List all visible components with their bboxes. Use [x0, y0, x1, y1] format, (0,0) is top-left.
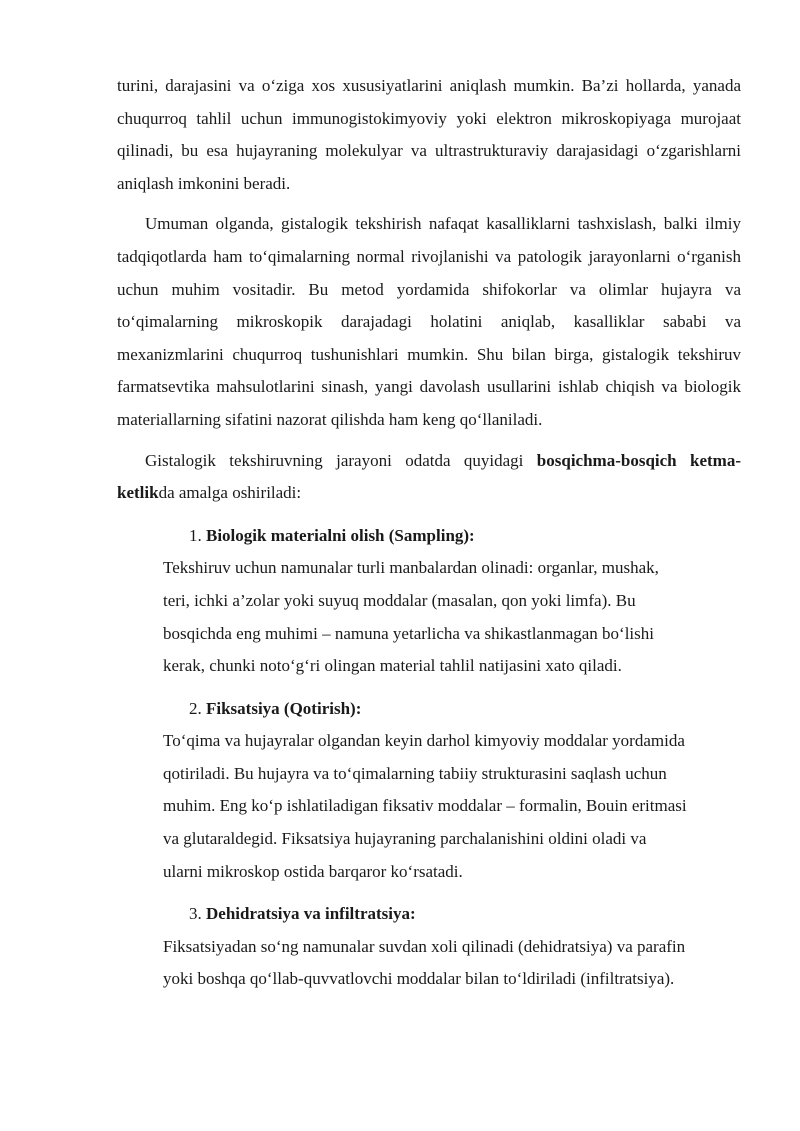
step-number: 2. — [189, 698, 202, 718]
step-line: bosqichda eng muhimi – namuna yetarlicha va shikastlanmagan bo‘lishi — [163, 623, 654, 643]
paragraph-summary: Umuman olganda, gistalogik tekshirish nafaqat kasalliklarni tashxislash, balki ilmiy tadqiqotlarda ham to‘qimalarning normal rivojlanishi va patologik jarayonlarni o‘rganish uchun muhim vositadir. Bu metod yordamida shifokorlar va olimlar hujayra va to‘qimalarning mikroskopik darajadagi holatini aniqlab, kasalliklar sababi va mexanizmlarini chuqurroq tushunishlari mumkin. Shu bilan birga, gistalogik tekshiruv farmatsevtika mahsulotlarini sinash, yangi davolash usullarini ishlab chiqish va biologik materiallarning sifatini nazorat qilishda ham keng qo‘llaniladi. — [117, 214, 741, 429]
step-title: Fiksatsiya (Qotirish): — [206, 698, 362, 718]
intro-bold-phrase: bosqichma-bosqich ketma-ketlik — [117, 450, 741, 503]
step-number: 1. — [189, 525, 202, 545]
step-body — [163, 725, 741, 888]
paragraph-process-intro — [117, 445, 741, 510]
step-title: Biologik materialni olish (Sampling): — [206, 525, 475, 545]
step-heading — [117, 898, 741, 931]
step-3 — [117, 898, 741, 996]
step-body — [163, 552, 741, 682]
step-line: teri, ichki a’zolar yoki suyuq moddalar (masalan, qon yoki limfa). Bu — [163, 590, 636, 610]
document-page — [117, 70, 741, 996]
step-title: Dehidratsiya va infiltratsiya: — [206, 904, 416, 924]
step-1 — [117, 520, 741, 683]
step-body — [163, 931, 741, 996]
step-line: Tekshiruv uchun namunalar turli manbalardan olinadi: organlar, mushak, — [163, 558, 659, 578]
intro-text: Gistalogik tekshiruvning jarayoni odatda quyidagi — [145, 450, 537, 470]
step-line: qotiriladi. Bu hujayra va to‘qimalarning tabiiy strukturasini saqlash uchun — [163, 763, 667, 783]
step-2 — [117, 693, 741, 889]
step-heading — [117, 520, 741, 553]
step-line: kerak, chunki noto‘g‘ri olingan material tahlil natijasini xato qiladi. — [163, 656, 622, 676]
step-line: va glutaraldegid. Fiksatsiya hujayraning parchalanishini oldini oladi va — [163, 829, 647, 849]
step-line: muhim. Eng ko‘p ishlatiladigan fiksativ moddalar – formalin, Bouin eritmasi — [163, 796, 687, 816]
step-line: yoki boshqa qo‘llab-quvvatlovchi moddalar bilan to‘ldiriladi (infiltratsiya). — [163, 969, 675, 989]
step-heading — [117, 693, 741, 726]
intro-text-end: da amalga oshiriladi: — [158, 483, 302, 503]
step-number: 3. — [189, 904, 202, 924]
step-line: ularni mikroskop ostida barqaror ko‘rsatadi. — [163, 861, 463, 881]
paragraph-continuation: turini, darajasini va o‘ziga xos xususiyatlarini aniqlash mumkin. Ba’zi hollarda, yanada chuqurroq tahlil uchun immunogistokimyoviy yoki elektron mikroskopiyaga murojaat qilinadi, bu esa hujayraning molekulyar va ultrastrukturaviy darajasidagi o‘zgarishlarni aniqlash imkonini beradi. — [117, 76, 741, 193]
step-line: To‘qima va hujayralar olgandan keyin darhol kimyoviy moddalar yordamida — [163, 731, 685, 751]
step-line: Fiksatsiyadan so‘ng namunalar suvdan xoli qilinadi (dehidratsiya) va parafin — [163, 936, 686, 956]
